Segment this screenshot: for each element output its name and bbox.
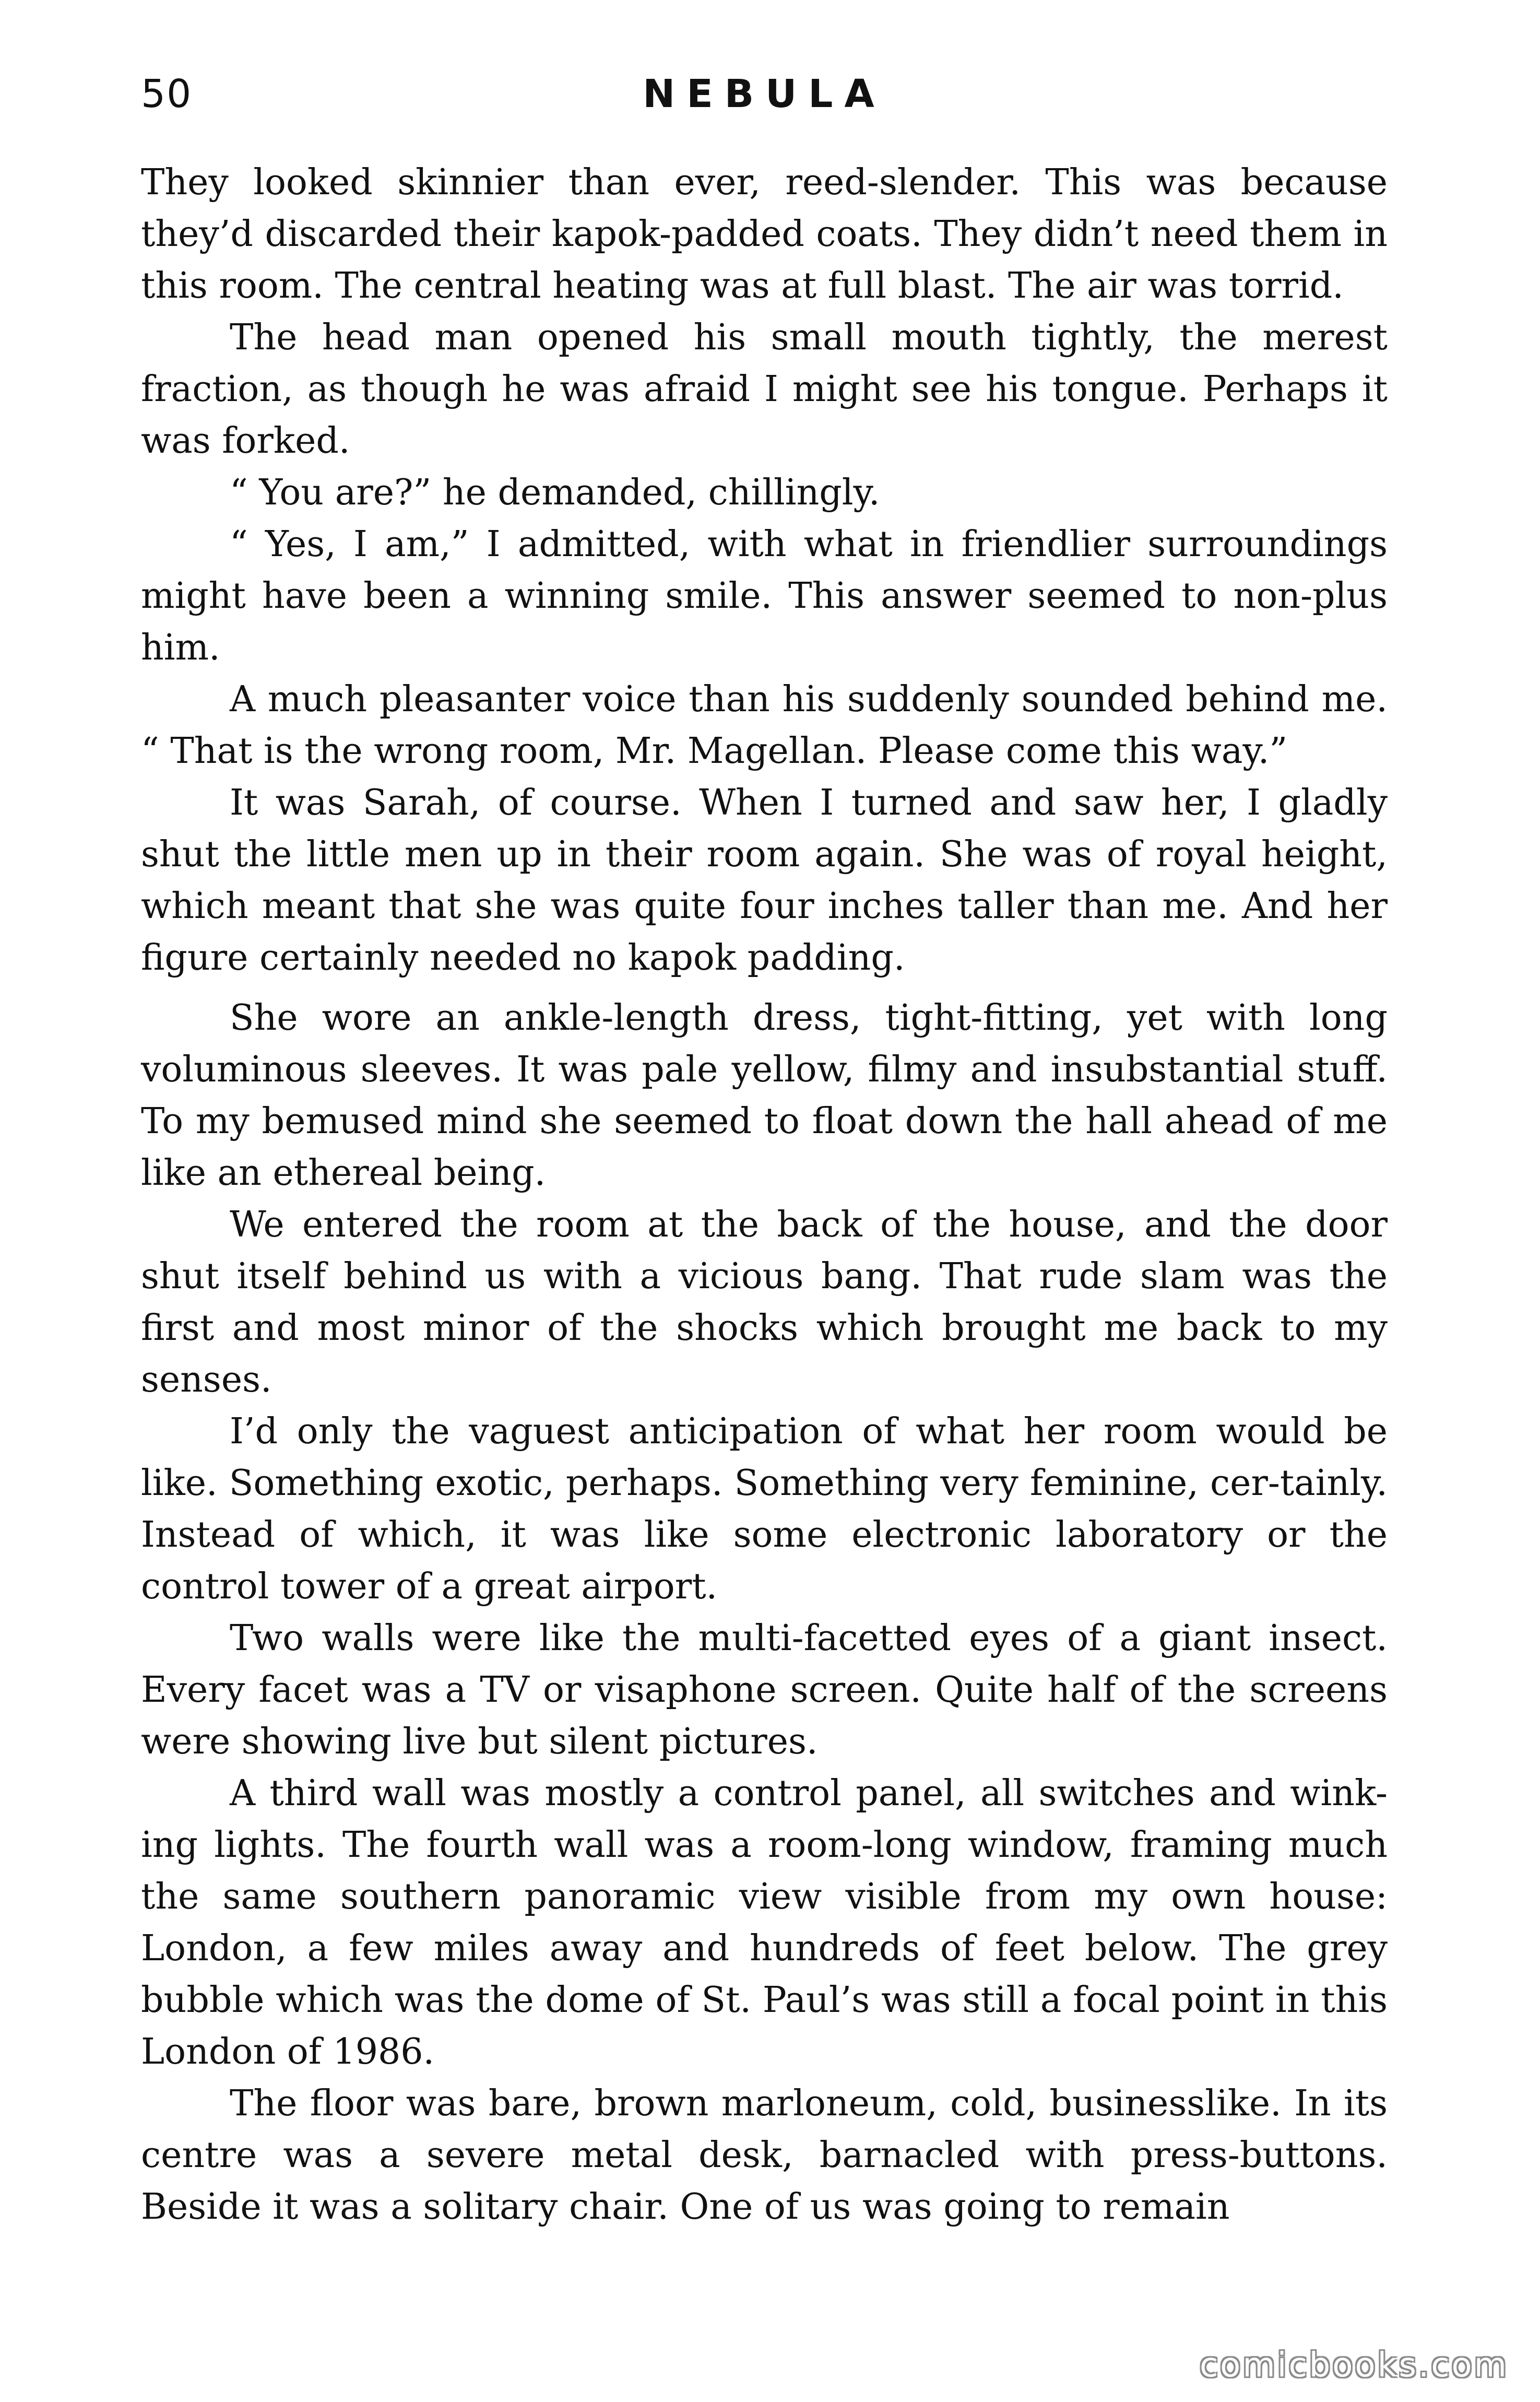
paragraph: A much pleasanter voice than his suddenly sounded behind me. “ That is the wrong room, Mr. Magellan. Please come this way.”: [141, 679, 1388, 772]
paragraph: It was Sarah, of course. When I turned and saw her, I gladly shut the little men up in their room again. She was of royal height, which meant that she was quite four inches taller than me. And her figure certainly needed no kapok padding.: [141, 782, 1388, 979]
paragraph: They looked skinnier than ever, reed-slender. This was because they’d discarded their kapok-padded coats. They didn’t need them in this room. The central heating was at full blast. The air was torrid.: [141, 162, 1388, 307]
paragraph: We entered the room at the back of the house, and the door shut itself behind us with a vicious bang. That rude slam was the first and most minor of the shocks which brought me back to my senses.: [141, 1204, 1388, 1400]
paragraph: I’d only the vaguest anticipation of what her room would be like. Something exotic, perhaps. Something very feminine, cer-tainly. Instead of which, it was like some electronic laboratory or the control tower of a great airport.: [141, 1411, 1388, 1607]
page-header: [141, 63, 1388, 125]
watermark: comicbooks.com: [1199, 2346, 1509, 2385]
paragraph: A third wall was mostly a control panel, all switches and wink-ing lights. The fourth wall was a room-long window, framing much the same southern panoramic view visible from my own house: London, a few miles away and hundreds of feet below. The grey bubble which was the dome of St. Paul’s was still a focal point in this London of 1986.: [141, 1773, 1388, 2073]
paragraph: She wore an ankle-length dress, tight-fitting, yet with long voluminous sleeves. It was pale yellow, filmy and insubstantial stuff. To my bemused mind she seemed to float down the hall ahead of me like an ethereal being.: [141, 997, 1388, 1194]
paragraph: Two walls were like the multi-facetted eyes of a giant insect. Every facet was a TV or visaphone screen. Quite half of the screens were showing live but silent pictures.: [141, 1618, 1388, 1762]
running-head-title: NEBULA: [643, 72, 886, 116]
page-number: 50: [141, 72, 193, 116]
paragraph: The floor was bare, brown marloneum, cold, businesslike. In its centre was a severe metal desk, barnacled with press-buttons. Beside it was a solitary chair. One of us was going to remain: [141, 2083, 1388, 2228]
paragraph: “ Yes, I am,” I admitted, with what in friendlier surroundings might have been a winning smile. This answer seemed to non-plus him.: [141, 524, 1388, 668]
body-text: [141, 157, 1388, 2233]
paragraph: The head man opened his small mouth tightly, the merest fraction, as though he was afraid I might see his tongue. Perhaps it was forked.: [141, 317, 1388, 462]
paragraph: “ You are?” he demanded, chillingly.: [230, 472, 880, 513]
